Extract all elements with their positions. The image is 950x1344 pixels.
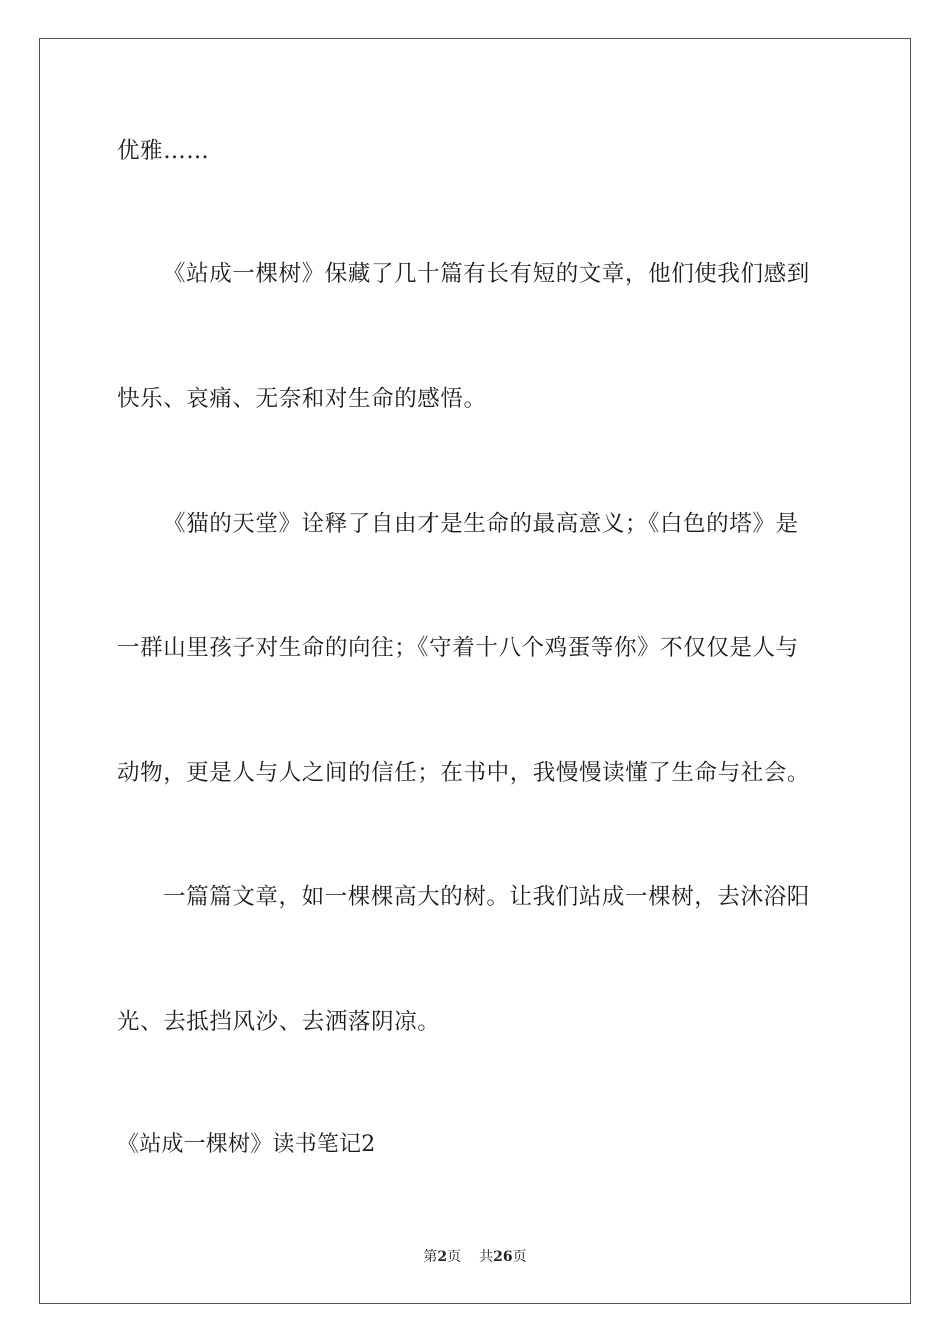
footer-page-suffix: 页 <box>447 1249 462 1265</box>
text-line-1: 优雅…… <box>117 138 210 164</box>
footer-total-prefix: 共 <box>479 1249 494 1265</box>
section-heading: 《站成一棵树》读书笔记2 <box>117 1132 376 1157</box>
paragraph-3-line-1: 一篇篇文章，如一棵棵高大的树。让我们站成一棵树，去沐浴阳 <box>163 884 810 910</box>
footer-total-pages: 26 <box>493 1249 513 1265</box>
paragraph-2-line-2: 一群山里孩子对生命的向往；《守着十八个鸡蛋等你》不仅仅是人与 <box>117 635 799 661</box>
paragraph-3-line-2: 光、去抵挡风沙、去洒落阴凉。 <box>117 1009 441 1035</box>
footer-page-number: 2 <box>437 1249 448 1265</box>
paragraph-2-line-1: 《猫的天堂》诠释了自由才是生命的最高意义；《白色的塔》是 <box>163 511 799 537</box>
paragraph-1-line-2: 快乐、哀痛、无奈和对生命的感悟。 <box>117 386 487 412</box>
footer-total-suffix: 页 <box>512 1249 527 1265</box>
page-footer <box>0 1248 950 1266</box>
paragraph-1-line-1: 《站成一棵树》保藏了几十篇有长有短的文章，他们使我们感到 <box>163 261 810 287</box>
page-border <box>39 38 911 1304</box>
footer-page-prefix: 第 <box>423 1249 438 1265</box>
paragraph-2-line-3: 动物，更是人与人之间的信任；在书中，我慢慢读懂了生命与社会。 <box>117 760 811 786</box>
